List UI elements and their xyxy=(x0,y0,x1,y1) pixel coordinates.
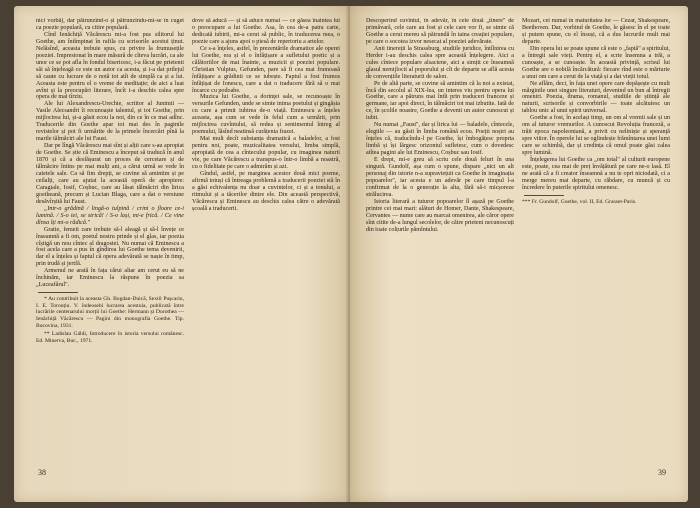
left-column-2 xyxy=(192,18,340,458)
right-column-2 xyxy=(522,18,670,458)
paragraph: Pe de altă parte, se cuvine să amintim că la noi a existat, încă din secolul al XIX-lea, un interes viu pentru opera lui Goethe, care a pătruns mai întîi prin traduceri franceze și germane, iar apoi direct, în tălmăciri tot mai izbutite. Iată de ce, în școlile noastre, Goethe a devenit un autor cunoscut și iubit. xyxy=(366,80,514,122)
paragraph: Mai mult decît substanța dramatică a baladelor, a fost pentru noi, poate, muzicalitatea versului, limba simplă, apropiată de cea a cîntecului popular, cu imaginea naturii vie, pe care Văcărescu a transpus-o într-o limbă a noastră, cu o fidelitate pe care o admirăm și azi. xyxy=(192,136,340,171)
footnote-rule xyxy=(38,292,78,293)
paragraph: nici vorbă), dar pătrunzînd-o și pătrunzîndu-mi-se în cuget ca poezie populară, cu citire populară. xyxy=(36,18,184,31)
paragraph: Descoperind cuvîntul, în adevăr, în cele două „tinere" de primăvară, cele care au fost și cele care vor fi, se simte că Goethe a cerut mereu să pătrundă în taina creației populare, pe care o socotea izvor nesecat al poeziei adevărate. xyxy=(366,18,514,45)
paragraph: Ne aflăm, deci, în fața unei opere care depășește cu mult mărginile unei singure literaturi, devenind un bun al întregii omeniri. Poezia, drama, romanul, studiile de știință ale naturii, scrisorile și convorbirile — toate alcătuiesc un tablou unic al unui spirit universal. xyxy=(522,80,670,115)
footnote-rule xyxy=(524,195,564,196)
paragraph: Gratie, femeii care trebuie să-l aleagă și să-l învețe ce înseamnă a fi om, poetul nostru prinde și el glas, iar poezia cîștigă un nou cîntec al dragostei. Nu numai că Eminescu a fost acela care a pus în gîndirea lui Goethe tema devenirii, dar el a înțeles și faptul că opera adevărată se naște în timp, prin trudă și jertfă. xyxy=(36,226,184,268)
footnote: ** Ladislau Gáldi, Introducere în istoria versului românesc. Ed. Minerva, Buc., 1971. xyxy=(36,331,184,344)
footnote: * Au contribuit la aceasta Gh. Bogdan-Duică, Sextil Pușcariu, I. E. Torouțiu. V. îndeosebi lucrarea acestuia, publicată între lucrările centenarului morții lui Goethe: Hermann și Dorothea — Ienăchiță Văcărescu — Pagini din monografia Goethe. Tip. Bucovina, 1931. xyxy=(36,296,184,329)
page-number-right: 39 xyxy=(658,468,666,477)
paragraph: Goethe a fost, în același timp, un om al vremii sale și un om al tuturor vremurilor. A cunoscut Revoluția franceză, a trăit epoca napoleoniană, a privit cu neliniște și speranță spre viitor. În operele lui se oglindește frămîntarea unei lumi care se schimbă, dar și credința că omul poate găsi calea spre lumină. xyxy=(522,115,670,157)
paragraph: Ale lui Alexandrescu-Urechie, scriitor al Junimii — Vasile Alecsandri îi recunoaște talentul, și tot Goethe, prin mijlocirea lui, și-a găsit ecou la noi, din ce în ce mai adînc. Traducerile din Goethe apar tot mai des în paginile revistelor și pot fi urmărite de la primele încercări pînă la marile tălmăciri ale lui Faust. xyxy=(36,101,184,143)
paragraph: Armenul ne arată în fața cărui altar am cerut eu să ne închinăm, iar Eminescu la răspuns în poezia sa „Luceafărul". xyxy=(36,268,184,289)
paragraph: Ce s-a înțeles, astfel, în prezentările dramatice ale operei lui Goethe, era și el o înfățișare a sufletului poetic și a călătoriilor de mai înainte, a muzicii și poeziei populare. Christian Vulpius, Gefunden, pare să fi cea mai frumoasă înfățișare a grădinii ce se iubește. Faptul a fost frumos înfățișat de Ionescu, care a dat o traducere fără să o mai încarce cu podoabe. xyxy=(192,45,340,94)
left-page xyxy=(14,6,350,502)
paragraph: Istoria literară a tuturor popoarelor îl așază pe Goethe printre cei mai mari: alături de Homer, Dante, Shakespeare, Cervantes — nume care au marcat omenirea, ale căror opere sînt citite de-a lungul secolelor, de către prieteni necunoscuți din toate colțurile pămîntului. xyxy=(366,198,514,233)
paragraph: E drept, mi-e greu să scriu cele două feluri în una singură. Gundolf, așa cum o spune, dispare „nici un alt personaj din istorie n-a supraviețuit ca Goethe în imaginația popoarelor", iar acesta e un adevăr pe care timpul l-a confirmat de la o generație la alta, fără să-i micșoreze strălucirea. xyxy=(366,157,514,198)
paragraph: Anii tinereții la Strassburg, studiile juridice, întîlnirea cu Herder i-au deschis calea spre această înțelegere. Aici a cules cîntece populare alsaciene, aici a simțit ce înseamnă glasul nemijlocit al poporului și cît de departe se află acesta de convențiile literaturii de salon. xyxy=(366,45,514,80)
right-page xyxy=(350,6,688,502)
left-column-1 xyxy=(36,18,184,458)
paragraph: Înțelegerea lui Goethe ca „om total" al culturii europene este, poate, cea mai de preț învățătură pe care ne-o lasă. El ne arată că a fi creator înseamnă a nu te opri niciodată, ci a merge mereu mai departe, cu răbdare, cu muncă și cu încredere în puterile spiritului omenesc. xyxy=(522,157,670,191)
paragraph: Gîndul, astfel, pe marginea acestor două mici poeme, afirmă totuși că întreaga problemă a traducerii poeziei stă în a găsi echivalența nu doar a cuvintelor, ci și a tonului, a ritmului și a tăcerilor dintre ele. Din această perspectivă, Văcărescu și Eminescu au deschis calea către o adevărată școală a traducerii. xyxy=(192,170,340,212)
page-number-left: 38 xyxy=(38,468,46,477)
paragraph: Nu numai „Faust", dar și lirica lui — baladele, cîntecele, elegiile — au găsit în limba română ecou. Poeții noștri au înțeles că, traducîndu-l pe Goethe, își îmbogățesc propria limbă și își lărgesc orizontul sufletesc, cum o dovedesc atîtea pagini ale lui Eminescu, Coșbuc sau Iosif. xyxy=(366,122,514,157)
paragraph: Mozart, cei numai în maturitatea lor — Cezar, Shakespeare, Beethoven. Dar, vorbind de Goethe, le găsesc în el pe toate și putem spune, cu el însuși, că a dus lucrurile mult mai departe. xyxy=(522,18,670,45)
paragraph: Muzica lui Goethe, a dorinței sale, se recunoaște în versurile Gefunden, unde se simte inima poetului și gingășia cu care a primit iubirea de-o viață. Eminescu a înțeles aceasta, așa cum se vede în felul cum a urmărit, prin mijlocirea cuvîntului, să redea și sentimentul întreg al poemului, lăsînd neatinsă curățenia frazei. xyxy=(192,94,340,136)
paragraph: Cînd Ienăchiță Văcărescu mi-a fost pus silitorul lui Goethe, am întîmpinat în rafila cu scrisorile acestui ținut. Nelăsînd, aceasta trebuie spus, cu privire la frumusețile poeziei. Impresionat în mare măsură de cîteva lucrări, ca ale unor ce se pot afla în fondul bisericesc, i-a făcut pe prietenii săi să înțeleagă ce este un autor ca acesta, și i-a dat prilejul să caute cu lucrare de o notă tot atît de simplă ca și a lui. Aceasta este pentru el o vreme de meditație; de aici a luat avînt și la preocupări literare, încît i-a deschis calea spre opera de mai tîrziu. xyxy=(36,31,184,101)
right-column-1 xyxy=(366,18,514,458)
paragraph: Dar pe lîngă Văcărescu mai sînt și alții care s-au apropiat de Goethe. Se știe că Eminescu a început să traducă în anul 1870 și că a desfășurat un proces de cercetare și de tălmăcire întins pe mai mulți ani, a cărui urmă se vede în caietele sale. Ca să fim drepți, se cuvine să amintim și pe ceilalți, care au ajutat la această operă de apropiere: Caragiale, Iosif, Coșbuc, care au lăsat tălmăciri din lirica goetheană, precum și Lucian Blaga, care a dat o versiune desăvîrșită lui Faust. xyxy=(36,143,184,205)
paragraph: Din opera lui se poate spune că este o „faptă" a spiritului, a întregii sale vieți. Pentru el, a scrie însemna a trăi, a cunoaște, a se cunoaște. În această privință, scrisul lui Goethe are o nobilă încărcătură: fiecare rînd este o mărturie a unui om care a cerut de la viață și a dat vieții totul. xyxy=(522,45,670,80)
poem-quote: „Intr-o grădină / lingă-o tulpină / crini o floare ce-i lumină. / S-o iei, se strică! / S-o lași, mi-e frică. / Ce vine dînsa îți mi-o rădică." xyxy=(36,205,184,226)
footnote: *** Fr. Gundolf, Goethe, vol. II, Ed. Grasset-Paris. xyxy=(522,198,637,205)
paragraph: dove să aducă — și să aduce numai — ce găsea înaintea lui o preocupare a lui Goethe. Asa, în cea de-a patra carte, dedicată iubirii, mi-a cerut să public, în traducerea mea, o poezie care a ajuns apoi o piesă de repertoriu a artelor. xyxy=(192,18,340,45)
